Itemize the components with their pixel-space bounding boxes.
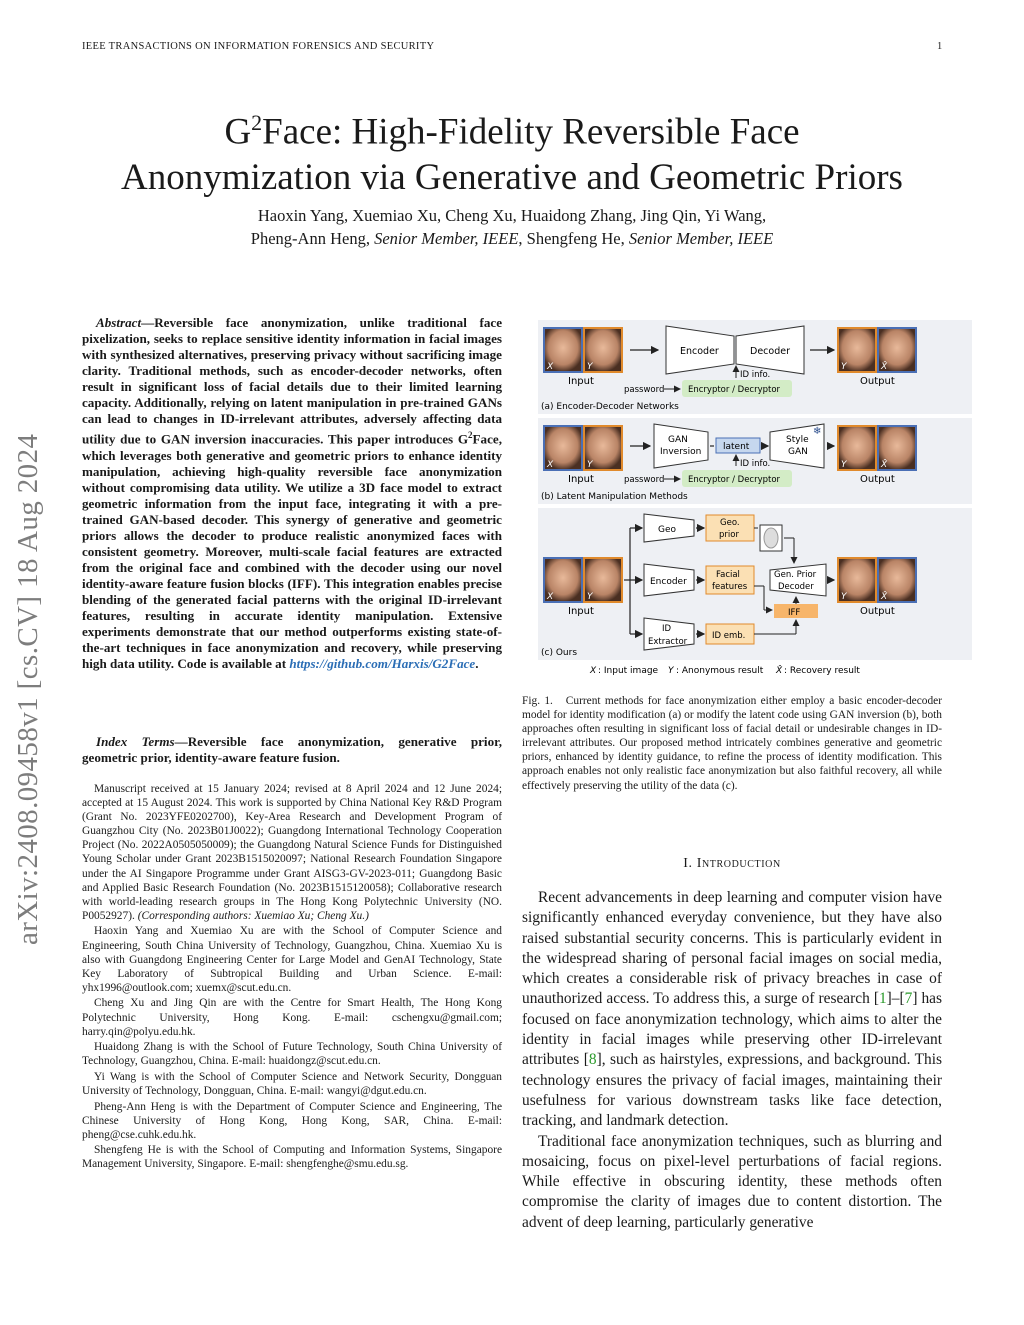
gan-inversion-block	[654, 424, 708, 468]
password-label: password	[624, 475, 665, 485]
footnote-affiliation: Huaidong Zhang is with the School of Future Technology, South China University of Technology, Guangzhou, China. E-mail: huaidongz@scut.edu.cn.	[82, 1041, 502, 1068]
output-label: Output	[860, 474, 895, 485]
input-label: Input	[568, 376, 594, 387]
face-label: X̂	[881, 362, 888, 372]
svg-text:: Recovery result: : Recovery result	[784, 666, 860, 676]
id-extractor-label: Extractor	[648, 637, 688, 647]
abstract: Abstract—Reversible face anonymization, unlike traditional face pixelization, seeks to replace sensitive identity information in facial images with synthesized alternatives, preserving privacy without sacrificing image clarity. Traditional methods, such as encoder-decoder networks, often result in significant loss of facial details due to their limited learning capacity. Additionally, relying on latent manipulation in pre-trained GANs can lead to changes in ID-irrelevant attributes, adversely affecting data utility due to GAN inversion inaccuracies. This paper introduces $G^2Face$, which leverages both generative and geometric priors to enhance identity manipulation, achieving high-quality reversible face anonymization without compromising data utility. We utilize a 3D face model to extract geometric information from the input face, integrating it with a pre-trained GAN-based decoder. This synergy of generative and geometric priors allows the decoder to produce realistic anonymized faces with consistent geometry. Moreover, multi-scale facial features are extracted from the original face and combined with the decoder using our novel identity-aware feature fusion blocks (IFF). This integration enables precise blending of the generated facial patterns with the original ID-irrelevant features, resulting in accurate identity manipulation. Extensive experiments demonstrate that our method outperforms existing state-of-the-art techniques in face anonymization and recovery, while preserving high data utility. Code is available at https://github.com/Harxis/G2Face.	[82, 315, 502, 672]
encoder-label: Encoder	[650, 577, 687, 587]
page-number: 1	[937, 41, 943, 52]
panel-c-caption: (c) Ours	[541, 648, 578, 658]
snowflake-icon: ❄	[813, 426, 822, 437]
footnote-affiliation: Pheng-Ann Heng is with the Department of Computer Science and Engineering, The Chinese University of Hong Kong, Hong Kong, SAR, China. E-mail: pheng@cse.cuhk.edu.hk.	[82, 1100, 502, 1141]
svg-text:Y: Y	[668, 666, 674, 676]
iff-label: IFF	[788, 608, 801, 618]
input-label: Input	[568, 606, 594, 617]
footnote-affiliation: Haoxin Yang and Xuemiao Xu are with the School of Computer Science and Engineering, South China University of Technology, Guangzhou, China. Xuemiao Xu is also with Guangdong Engineering Center for Large Model and GenAI Technology, State Key Laboratory of Subtropical Building and Urban Science. E-mail: yhx1996@outlook.com; xuemx@scut.edu.cn.	[82, 925, 502, 994]
introduction-body	[522, 888, 942, 1233]
figure-legend	[589, 664, 860, 676]
arxiv-stamp: arXiv:2408.09458v1 [cs.CV] 18 Aug 2024	[12, 433, 44, 945]
running-header: IEEE TRANSACTIONS ON INFORMATION FORENSICS AND SECURITY	[82, 41, 435, 52]
face-label: Y	[587, 460, 593, 470]
facial-features-label: features	[712, 582, 748, 592]
id-extractor-label: ID	[662, 624, 672, 634]
footnote-affiliation: Cheng Xu and Jing Qin are with the Centre for Smart Health, The Hong Kong Polytechnic University, Hong Kong. E-mail: cschengxu@gmail.com; harry.qin@polyu.edu.hk.	[82, 997, 502, 1038]
id-emb-label: ID emb.	[712, 631, 746, 641]
figure-1	[538, 318, 972, 686]
face-label: X	[547, 592, 554, 602]
face-label: X	[547, 460, 554, 470]
paper-title: $G^2Face$: High-Fidelity Reversible Face Anonymization via Generative and Geometric Priors	[121, 110, 903, 199]
face-label: Y	[587, 592, 593, 602]
face-label: Y	[841, 592, 847, 602]
svg-text:: Input image: : Input image	[598, 666, 659, 676]
code-link[interactable]: https://github.com/Harxis/G2Face	[289, 656, 476, 672]
section-heading: I. Introduction	[683, 856, 781, 871]
latent-label: latent	[723, 442, 750, 452]
footnote-affiliation: Shengfeng He is with the School of Computing and Information Systems, Singapore Management University, Singapore. E-mail: shengfenghe@smu.edu.sg.	[82, 1144, 502, 1171]
geo-prior-label: Geo.	[720, 518, 740, 528]
gen-prior-label: Decoder	[778, 582, 814, 592]
output-label: Output	[860, 376, 895, 387]
citation-link[interactable]: 7	[904, 990, 913, 1008]
facial-features-label: Facial	[716, 570, 740, 580]
crypto-label: Encryptor / Decryptor	[688, 385, 781, 395]
id-info-label: ID info.	[740, 459, 771, 469]
output-label: Output	[860, 606, 895, 617]
geo-prior-label: prior	[719, 530, 739, 540]
geo-label: Geo	[658, 525, 677, 535]
id-info-label: ID info.	[740, 370, 771, 380]
style-gan-label: GAN	[788, 447, 808, 457]
gen-prior-label: Gen. Prior	[774, 570, 817, 580]
panel-b-caption: (b) Latent Manipulation Methods	[541, 492, 688, 502]
face-label: Y	[587, 362, 593, 372]
footnote-manuscript: Manuscript received at 15 January 2024; revised at 8 April 2024 and 12 June 2024; accepted at 15 August 2024. This work is supported by China National Key R&D Program (Grant No. 2023YFE0202700), Key-Area Research and Development Program of Guangzhou City (No. 2023B01J0022); Guangdong International Technology Cooperation Project (No. 2022A0505050009); the Guangdong Natural Science Funds for Distinguished Young Scholar under Grant 2023B1515020097; National Research Foundation Singapore under the AI Singapore Programme under Grant AISG3-GV-2023-011; Guangdong Basic and Applied Basic Research Foundation (No. 2023B1515120058); Collaborative research with world-leading research groups in The Hong Kong Polytechnic University (NO. P0052927). (Corresponding authors: Xuemiao Xu; Cheng Xu.)	[82, 783, 502, 922]
citation-link[interactable]: 1	[878, 990, 887, 1008]
encoder-label: Encoder	[680, 346, 719, 357]
author-list: Haoxin Yang, Xuemiao Xu, Cheng Xu, Huaidong Zhang, Jing Qin, Yi Wang, Pheng-Ann Heng, Senior Member, IEEE, Shengfeng He, Senior Member, IEEE	[250, 206, 774, 248]
footnotes	[82, 782, 502, 1173]
figure-1-diagram	[538, 318, 972, 686]
footnote-affiliation: Yi Wang is with the School of Computer Science and Network Security, Dongguan University of Technology, Dongguan, China. E-mail: wangyi@dgut.edu.cn.	[82, 1070, 502, 1097]
face-label: Y	[841, 460, 847, 470]
gan-inversion-label: Inversion	[660, 447, 702, 457]
index-terms: Index Terms—Reversible face anonymization, generative prior, geometric prior, identity-aware feature fusion.	[82, 734, 502, 766]
gan-inversion-label: GAN	[668, 435, 688, 445]
face-label: X̂	[881, 460, 888, 470]
figure-caption	[522, 694, 942, 793]
face-label: Y	[841, 362, 847, 372]
decoder-label: Decoder	[750, 346, 790, 357]
svg-text:X̂: X̂	[776, 666, 783, 676]
paragraph: Traditional face anonymization techniques, such as blurring and mosaicing, focus on pixel-level perturbations of facial regions. While effective in obscuring identity, these methods often compromise the clarity of images due to content distortion. The advent of deep learning, particularly generative	[522, 1132, 942, 1231]
face-mesh-icon	[764, 528, 778, 548]
face-label: X	[547, 362, 554, 372]
citation-link[interactable]: 8	[588, 1051, 597, 1069]
panel-a-caption: (a) Encoder-Decoder Networks	[541, 402, 679, 412]
abstract-label: Abstract	[96, 315, 142, 330]
password-label: password	[624, 385, 665, 395]
caption-label: Fig. 1.	[522, 695, 553, 707]
input-label: Input	[568, 474, 594, 485]
style-gan-label: Style	[786, 435, 809, 445]
svg-text:X: X	[590, 666, 597, 676]
svg-text:: Anonymous result: : Anonymous result	[676, 666, 764, 676]
face-label: X̂	[881, 592, 888, 602]
crypto-label: Encryptor / Decryptor	[688, 475, 781, 485]
paragraph: Recent advancements in deep learning and computer vision have significantly enhanced everyday convenience, but they have also raised substantial security concerns. This is particularly evident in the widespread sharing of personal facial images on social media, which creates a considerable risk of privacy breaches in case of unauthorized access. To address this, a surge of research [1]–[7] has focused on face anonymization technology, which aims to alter the identity in facial images while preserving other ID-irrelevant attributes [8], such as hairstyles, expressions, and background. This technology ensures the privacy of facial images, maintaining their usefulness for various downstream tasks like face detection, tracking, and landmark detection.	[522, 889, 942, 1130]
caption-text: Current methods for face anonymization either employ a basic encoder-decoder model for identity modification (a) or modify the latent code using GAN inversion (b), both approaches often resulting in significant loss of facial detail or undesirable changes in ID-irrelevant attributes. Our proposed method intricately combines generative and geometric priors, enhanced by identity guidance, to refine the process of identity modification. This approach enables not only realistic face anonymization but also faithful recovery, all while effectively preserving the utility of the data (c).	[522, 695, 943, 792]
